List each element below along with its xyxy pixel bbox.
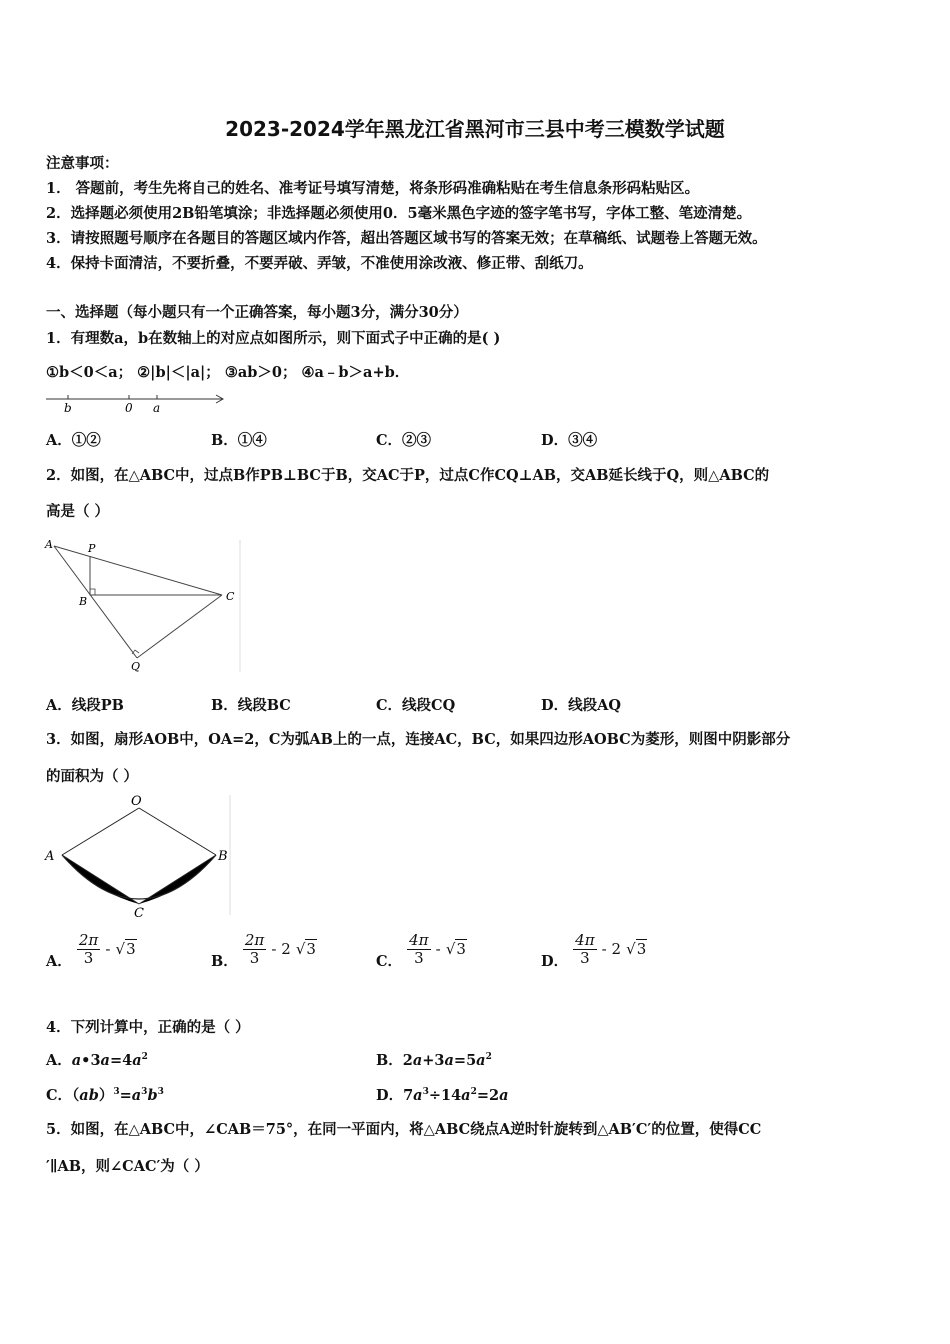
label-C: C <box>226 590 235 603</box>
label-C: C <box>134 906 144 919</box>
notice-heading: 注意事项： <box>46 155 119 172</box>
segment-ac <box>54 546 222 595</box>
label-O: O <box>131 794 142 809</box>
segment-aq <box>54 546 137 658</box>
label-b: b <box>64 401 72 415</box>
q1-option-b[interactable]: B．①④ <box>211 432 267 449</box>
q1-option-a[interactable]: A．①② <box>46 432 101 449</box>
q2-stem-line1: 2．如图，在△ABC中，过点B作PB⊥BC于B，交AC于P，过点C作CQ⊥AB，交AB延长线于Q，则△ABC的 <box>46 467 770 484</box>
q4-stem: 4．下列计算中，正确的是（ ） <box>46 1019 250 1036</box>
section-heading: 一、选择题（每小题只有一个正确答案，每小题3分，满分30分） <box>46 304 468 321</box>
arc-ab <box>62 855 216 899</box>
q5-stem-line1: 5．如图，在△ABC中，∠CAB＝75°，在同一平面内，将△ABC绕点A逆时针旋转到△AB′C′的位置，使得CC <box>46 1121 762 1138</box>
q4-option-a[interactable]: A．$a•3a=4a^2$ <box>46 1052 148 1069</box>
q1-statements: ①b＜0＜a； ②|b|＜|a|； ③ab＞0； ④a﹣b＞a+b． <box>46 364 410 381</box>
notice-item-3: 3．请按照题号顺序在各题目的答题区域内作答，超出答题区域书写的答案无效；在草稿纸、试题卷上答题无效。 <box>46 230 767 247</box>
q2-option-d[interactable]: D．线段AQ <box>541 697 621 714</box>
q3-option-c[interactable]: C． $\frac{4\pi}{3}$ - √3 <box>376 931 466 970</box>
q2-option-b[interactable]: B．线段BC <box>211 697 291 714</box>
fraction: $\frac{4\pi}{3}$ <box>575 931 595 967</box>
q1-option-c[interactable]: C．②③ <box>376 432 432 449</box>
notice-item-2: 2．选择题必须使用2B铅笔填涂；非选择题必须使用0．5毫米黑色字迹的签字笔书写，字体工整、笔迹清楚。 <box>46 205 752 222</box>
label-P: P <box>88 542 96 555</box>
segment-oa <box>62 808 139 855</box>
sqrt: √3 <box>115 940 136 958</box>
q2-stem-line2: 高是（ ） <box>46 503 110 520</box>
right-angle-mark-b <box>90 589 95 595</box>
sqrt: √3 <box>626 940 647 958</box>
q3-option-d[interactable]: D． $\frac{4\pi}{3}$ - 2 √3 <box>541 931 647 970</box>
q5-stem-line2: ′∥AB，则∠CAC′为（ ） <box>46 1158 209 1175</box>
label-B: B <box>218 849 228 864</box>
label-A: A <box>45 849 55 864</box>
q2-triangle-figure <box>44 536 244 674</box>
q3-sector-figure <box>44 793 234 919</box>
q1-stem: 1．有理数a，b在数轴上的对应点如图所示，则下面式子中正确的是( ) <box>46 330 501 347</box>
q4-option-c[interactable]: C．$(ab)^3=a^3b^3$ <box>46 1087 164 1104</box>
notice-item-1: 1． 答题前，考生先将自己的姓名、准考证号填写清楚，将条形码准确粘贴在考生信息条形码粘贴区。 <box>46 180 700 197</box>
sqrt: √3 <box>295 940 316 958</box>
segment-bc <box>139 855 216 904</box>
segment-ac <box>62 855 139 904</box>
label-Q: Q <box>131 660 141 673</box>
q4-option-b[interactable]: B．$2a+3a=5a^2$ <box>376 1052 492 1069</box>
q1-option-d[interactable]: D．③④ <box>541 432 598 449</box>
page-title: 2023-2024学年黑龙江省黑河市三县中考三模数学试题 <box>225 117 725 141</box>
q2-option-a[interactable]: A．线段PB <box>46 697 124 714</box>
notice-item-4: 4．保持卡面清洁，不要折叠，不要弄破、弄皱，不准使用涂改液、修正带、刮纸刀。 <box>46 255 593 272</box>
segment-cq <box>137 595 222 658</box>
sqrt: √3 <box>445 940 466 958</box>
q3-stem-line1: 3．如图，扇形AOB中，OA=2，C为弧AB上的一点，连接AC，BC，如果四边形AOBC为菱形，则图中阴影部分 <box>46 731 791 748</box>
label-A: A <box>45 538 53 551</box>
fraction: $\frac{2\pi}{3}$ <box>78 931 99 967</box>
q4-option-d[interactable]: D．$7a^3\div 14a^2=2a$ <box>376 1087 509 1104</box>
label-zero: 0 <box>125 401 133 415</box>
label-a: a <box>153 401 161 415</box>
q1-number-line-figure <box>44 388 229 416</box>
q2-option-c[interactable]: C．线段CQ <box>376 697 456 714</box>
segment-ob <box>139 808 216 855</box>
q3-stem-line2: 的面积为（ ） <box>46 768 139 785</box>
fraction: $\frac{4\pi}{3}$ <box>409 931 429 967</box>
q3-option-a[interactable]: A． $\frac{2\pi}{3}$ - √3 <box>46 931 136 970</box>
q3-option-b[interactable]: B． $\frac{2\pi}{3}$ - 2 √3 <box>211 931 316 970</box>
label-B: B <box>79 595 88 608</box>
fraction: $\frac{2\pi}{3}$ <box>244 931 265 967</box>
